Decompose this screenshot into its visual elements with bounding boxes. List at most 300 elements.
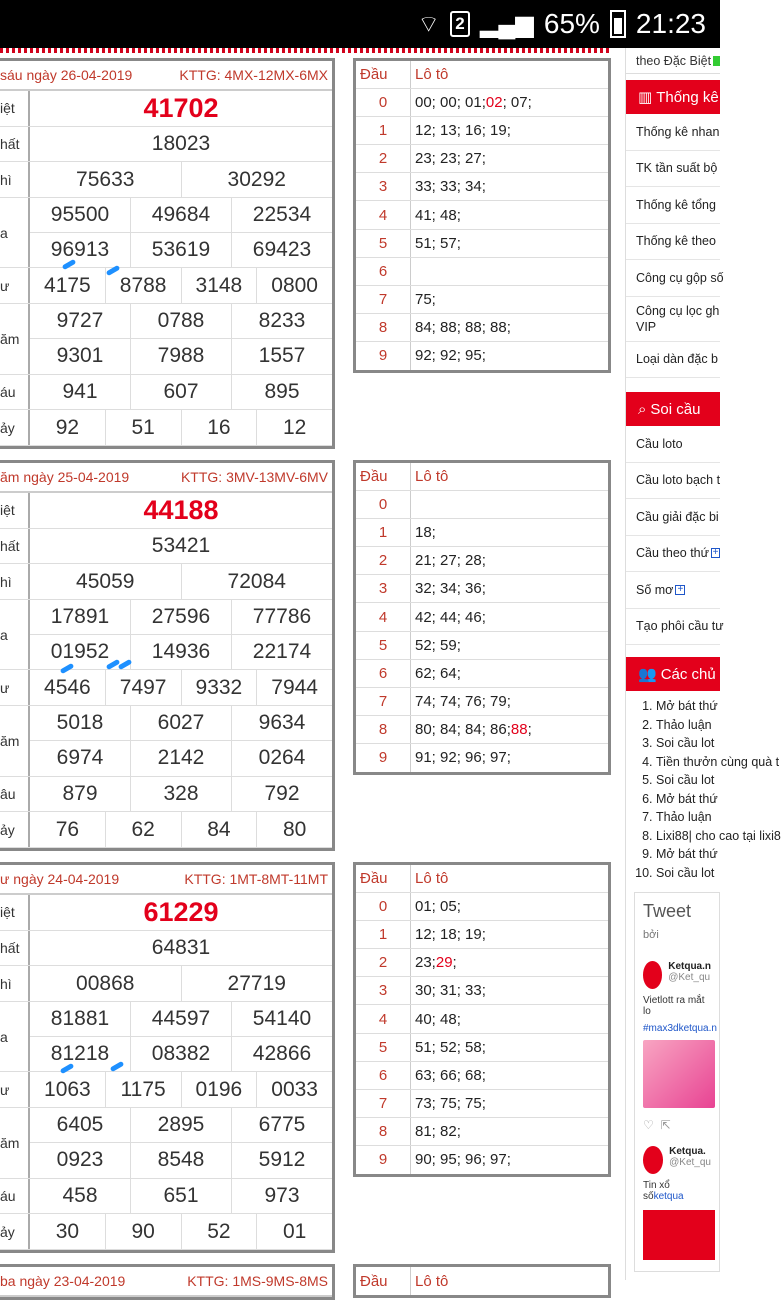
prize-number: 895	[264, 379, 300, 403]
like-icon[interactable]: ♡	[643, 1118, 654, 1132]
prize-number: 22534	[252, 202, 312, 226]
prize-number: 1175	[106, 1072, 182, 1107]
draw-code: KTTG: 1MT-8MT-11MT	[184, 871, 328, 887]
loto-row	[356, 632, 608, 660]
loto-head-digit: 8	[356, 1118, 411, 1145]
prize-values	[30, 1179, 332, 1214]
prize-label: ăm	[0, 706, 30, 775]
prize-row	[0, 304, 332, 374]
prize-number: 0923	[30, 1143, 131, 1178]
loto-table	[353, 460, 611, 775]
prize-number: 53421	[151, 534, 211, 558]
prize-label: hì	[0, 564, 30, 599]
prize-values	[30, 127, 332, 162]
loto-row	[356, 519, 608, 547]
loto-values	[411, 977, 608, 1004]
prize-label: ảy	[0, 1214, 30, 1249]
loto-row	[356, 1062, 608, 1090]
loto-text: 23; 23; 27;	[415, 150, 486, 168]
prize-number: 7988	[131, 339, 232, 374]
loto-text: 81; 82;	[415, 1122, 461, 1140]
loto-values-col: Lô tô	[415, 870, 449, 888]
prize-row	[0, 162, 332, 198]
prize-label: iệt	[0, 493, 30, 528]
prize-label: iệt	[0, 91, 30, 126]
prize-label: hất	[0, 529, 30, 564]
prize-values	[30, 410, 332, 445]
loto-row	[356, 117, 608, 145]
loto-text: 12; 18; 19;	[415, 926, 486, 944]
signal-icon: ▂▄▆	[479, 10, 534, 38]
prize-values	[30, 777, 332, 812]
loto-head-digit: 3	[356, 173, 411, 200]
sidebar-soicau-item[interactable]: Số mơ +	[626, 572, 720, 609]
loto-head-digit: 6	[356, 660, 411, 687]
loto-head-col: Đầu	[356, 61, 411, 88]
loto-head-digit: 8	[356, 716, 411, 743]
draw-date: ba ngày 23-04-2019	[0, 1273, 126, 1289]
loto-text: 52; 59;	[415, 636, 461, 654]
prize-line	[30, 600, 332, 635]
share-icon[interactable]: ⇱	[660, 1118, 671, 1132]
prize-number: 651	[131, 1179, 232, 1214]
prize-number: 84	[182, 812, 258, 847]
prize-number: 8788	[106, 268, 182, 303]
loto-text: 62; 64;	[415, 664, 461, 682]
expand-icon[interactable]: +	[712, 547, 719, 559]
prize-label: ảy	[0, 812, 30, 847]
prize-label: ăm	[0, 1108, 30, 1177]
loto-head-digit: 2	[356, 145, 411, 172]
prize-number: 90	[106, 1214, 182, 1249]
loto-row	[356, 921, 608, 949]
prize-number: 30	[30, 1214, 106, 1249]
battery-icon	[610, 10, 626, 38]
prize-number: 1557	[258, 344, 306, 368]
loto-values	[411, 1005, 608, 1032]
prize-line	[30, 375, 332, 410]
loto-head-digit: 3	[356, 575, 411, 602]
loto-values	[411, 258, 608, 285]
prize-number: 4546	[30, 670, 106, 705]
prize-line	[30, 304, 332, 339]
loto-values	[411, 547, 608, 574]
prize-number: 9301	[30, 339, 131, 374]
prize-values	[30, 895, 332, 930]
prize-number: 17891	[30, 600, 131, 634]
prize-values	[30, 706, 332, 775]
prize-row	[0, 895, 332, 931]
sidebar-top-link[interactable]: theo Đặc Biệt	[626, 48, 720, 74]
sim-icon: 2	[450, 11, 470, 37]
topic-link[interactable]: 7. Thảo luận	[656, 808, 720, 827]
prize-number: 1063	[30, 1072, 106, 1107]
prize-values	[30, 1002, 332, 1071]
topic-link[interactable]: 5. Soi cầu lot	[656, 771, 720, 790]
prize-number: 54140	[252, 1006, 312, 1030]
sidebar-soicau-item[interactable]: Cầu loto bạch t	[626, 463, 720, 500]
prize-label: ảy	[0, 410, 30, 445]
loto-text: 42; 44; 46;	[415, 608, 486, 626]
prize-line	[30, 410, 332, 445]
topic-link[interactable]: 1. Mở bát thứ	[656, 697, 720, 716]
loto-values	[411, 519, 608, 546]
sidebar-stat-item[interactable]: Công cụ gộp số	[626, 260, 720, 297]
tweet-author[interactable]: Ketqua.n @Ket_qu	[643, 961, 711, 989]
loto-head-digit: 4	[356, 603, 411, 630]
prize-values	[30, 198, 332, 267]
loto-values	[411, 314, 608, 341]
prize-values	[30, 375, 332, 410]
loto-values	[411, 230, 608, 257]
loto-row	[356, 201, 608, 229]
users-icon: 👥	[638, 666, 657, 683]
prize-number: 973	[264, 1183, 300, 1207]
loto-row	[356, 1118, 608, 1146]
prize-label: a	[0, 600, 30, 669]
tweet-image[interactable]	[643, 1040, 715, 1108]
result-table	[0, 1264, 335, 1300]
sidebar-stat-item[interactable]: Thống kê tổng	[626, 187, 720, 224]
loto-head-digit: 1	[356, 117, 411, 144]
loto-table	[353, 1264, 611, 1298]
prize-number: 9332	[182, 670, 258, 705]
prize-number: 44188	[143, 494, 219, 525]
prize-row	[0, 198, 332, 268]
prize-number: 5912	[258, 1148, 306, 1172]
loto-head-digit: 6	[356, 1062, 411, 1089]
loto-table	[353, 58, 611, 373]
top-red-divider	[0, 48, 612, 53]
prize-number: 51	[106, 410, 182, 445]
sidebar-stat-item[interactable]: TK tần suất bộ	[626, 151, 720, 188]
prize-values	[30, 966, 332, 1001]
prize-values	[30, 1072, 332, 1107]
prize-number: 01952	[30, 635, 131, 670]
loto-head-digit: 9	[356, 744, 411, 772]
loto-values	[411, 575, 608, 602]
prize-number: 08382	[131, 1037, 232, 1072]
prize-number: 22174	[252, 640, 312, 664]
loto-head-digit: 2	[356, 949, 411, 976]
loto-values	[411, 1062, 608, 1089]
prize-number: 458	[30, 1179, 131, 1214]
prize-row	[0, 493, 332, 529]
prize-number: 607	[131, 375, 232, 410]
prize-number: 879	[30, 777, 131, 812]
loto-text: 63; 66; 68;	[415, 1066, 486, 1084]
prize-row	[0, 529, 332, 565]
loto-row	[356, 1146, 608, 1174]
loto-head-digit: 8	[356, 314, 411, 341]
prize-values	[30, 670, 332, 705]
prize-row	[0, 1214, 332, 1250]
status-bar	[0, 0, 720, 48]
prize-line	[30, 1214, 332, 1249]
loto-values	[411, 921, 608, 948]
prize-line	[30, 339, 332, 374]
prize-number: 6027	[131, 706, 232, 740]
sidebar-stat-item[interactable]: Thống kê nhan	[626, 114, 720, 151]
draw-date: ư ngày 24-04-2019	[0, 871, 120, 887]
prize-number: 80	[282, 817, 307, 841]
topic-link[interactable]: 4. Tiền thưởn cùng quà t	[656, 753, 720, 772]
prize-row	[0, 1072, 332, 1108]
loto-text: 90; 95; 96; 97;	[415, 1151, 511, 1169]
loto-values	[411, 145, 608, 172]
loto-values	[411, 286, 608, 313]
prize-label: hất	[0, 127, 30, 162]
sidebar-soicau-item[interactable]: Cầu giải đặc bi	[626, 499, 720, 536]
search-icon: ⌕	[638, 400, 647, 418]
prize-line	[30, 1002, 332, 1037]
topic-link[interactable]: 6. Mở bát thứ	[656, 790, 720, 809]
loto-header	[356, 463, 608, 491]
loto-row	[356, 949, 608, 977]
loto-row	[356, 977, 608, 1005]
prize-number: 01	[282, 1219, 307, 1243]
soicau-header: ⌕ Soi cầu	[626, 392, 720, 426]
prize-number: 92	[30, 410, 106, 445]
prize-line	[30, 777, 332, 812]
soicau-list	[626, 426, 724, 645]
loto-row	[356, 173, 608, 201]
prize-line	[30, 812, 332, 847]
loto-text: 84; 88; 88; 88;	[415, 318, 511, 336]
loto-values	[411, 893, 608, 920]
prize-number: 12	[282, 415, 307, 439]
prize-number: 6405	[30, 1108, 131, 1142]
prize-number: 9634	[258, 710, 306, 734]
battery-percent: 65%	[543, 8, 600, 39]
loto-head-digit: 2	[356, 547, 411, 574]
sidebar	[625, 48, 781, 1280]
prize-row	[0, 931, 332, 967]
loto-text: ;	[452, 954, 457, 972]
loto-row	[356, 688, 608, 716]
prize-line	[30, 895, 332, 930]
prize-label: hất	[0, 931, 30, 966]
loto-text: 41; 48;	[415, 206, 461, 224]
prize-number: 76	[30, 812, 106, 847]
loto-row	[356, 547, 608, 575]
loto-text: 80; 84; 84; 86;	[415, 720, 511, 738]
prize-number: 792	[264, 781, 300, 805]
loto-text: ;	[527, 720, 532, 738]
loto-values	[411, 491, 608, 518]
prize-number: 00868	[30, 966, 182, 1001]
loto-text: 73; 75; 75;	[415, 1094, 486, 1112]
loto-row	[356, 1090, 608, 1118]
tweet-author-2[interactable]: Ketqua. @Ket_qu	[643, 1146, 711, 1174]
prize-row	[0, 1002, 332, 1072]
prize-values	[30, 91, 332, 126]
clock: 21:23	[635, 8, 706, 39]
prize-line	[30, 162, 332, 197]
avatar	[643, 1146, 663, 1174]
loto-row	[356, 258, 608, 286]
loto-head-digit: 1	[356, 921, 411, 948]
prize-number: 0788	[131, 304, 232, 338]
result-header	[0, 865, 332, 895]
sidebar-stat-item[interactable]: Công cụ lọc gh VIP	[626, 297, 720, 342]
loto-values	[411, 949, 608, 976]
prize-number: 52	[182, 1214, 258, 1249]
loto-row	[356, 660, 608, 688]
loto-head-col: Đầu	[356, 1267, 411, 1295]
twitter-widget	[634, 892, 720, 1272]
loto-head-digit: 9	[356, 342, 411, 370]
loto-text: 40; 48;	[415, 1010, 461, 1028]
loto-row	[356, 744, 608, 772]
result-table	[0, 58, 335, 449]
loto-header	[356, 61, 608, 89]
wifi-icon: ⌔	[417, 11, 440, 38]
loto-row	[356, 716, 608, 744]
prize-number: 95500	[30, 198, 131, 232]
loto-row	[356, 145, 608, 173]
loto-head-digit: 4	[356, 201, 411, 228]
prize-line	[30, 268, 332, 303]
prize-values	[30, 162, 332, 197]
loto-head-digit: 0	[356, 491, 411, 518]
loto-row	[356, 491, 608, 519]
prize-number: 49684	[131, 198, 232, 232]
tweet-image-2[interactable]	[643, 1210, 715, 1260]
prize-values	[30, 304, 332, 373]
prize-label: ư	[0, 1072, 30, 1107]
prize-label: a	[0, 198, 30, 267]
loto-values	[411, 1090, 608, 1117]
prize-line	[30, 1108, 332, 1143]
tweet-hashtag[interactable]: #max3dketqua.n	[643, 1023, 717, 1034]
prize-values	[30, 564, 332, 599]
prize-line	[30, 966, 332, 1001]
prize-row	[0, 670, 332, 706]
prize-label: áu	[0, 1179, 30, 1214]
prize-row	[0, 777, 332, 813]
prize-row	[0, 91, 332, 127]
prize-number: 42866	[252, 1042, 312, 1066]
loto-text: 30; 31; 33;	[415, 982, 486, 1000]
prize-row	[0, 127, 332, 163]
loto-text: 92; 92; 95;	[415, 347, 486, 365]
prize-line	[30, 1179, 332, 1214]
prize-number: 30292	[227, 167, 286, 191]
sidebar-soicau-item[interactable]: Cầu loto	[626, 426, 720, 463]
prize-row	[0, 1108, 332, 1178]
loto-row	[356, 1034, 608, 1062]
loto-text: 75;	[415, 290, 436, 308]
loto-row	[356, 1005, 608, 1033]
prize-number: 5018	[30, 706, 131, 740]
prize-line	[30, 741, 332, 776]
draw-date: ăm ngày 25-04-2019	[0, 469, 130, 485]
sidebar-stat-item[interactable]: Thống kê theo	[626, 224, 720, 261]
prize-line	[30, 564, 332, 599]
result-table	[0, 460, 335, 851]
loto-head-digit: 6	[356, 258, 411, 285]
tweet-body: Vietlott ra mắt lo	[643, 995, 705, 1017]
loto-head-col: Đầu	[356, 463, 411, 490]
prize-line	[30, 493, 332, 528]
prize-line	[30, 635, 332, 670]
loto-special: 29	[435, 954, 453, 972]
prize-row	[0, 375, 332, 411]
loto-values-col: Lô tô	[415, 66, 449, 84]
prize-number: 0033	[271, 1077, 318, 1101]
chart-icon: ▥	[638, 89, 653, 106]
prize-number: 14936	[131, 635, 232, 670]
prize-number: 62	[106, 812, 182, 847]
loto-head-digit: 7	[356, 688, 411, 715]
results-column	[0, 56, 612, 1290]
tweet-actions	[643, 1118, 711, 1132]
loto-values	[411, 173, 608, 200]
loto-head-digit: 3	[356, 977, 411, 1004]
prize-values	[30, 493, 332, 528]
prize-line	[30, 198, 332, 233]
loto-head-digit: 9	[356, 1146, 411, 1174]
loto-text: 74; 74; 76; 79;	[415, 692, 511, 710]
prize-number: 941	[30, 375, 131, 410]
loto-values	[411, 89, 608, 116]
prize-number: 72084	[227, 569, 286, 593]
prize-number: 4175	[30, 268, 106, 303]
loto-values-col: Lô tô	[415, 468, 449, 486]
prize-number: 53619	[131, 233, 232, 268]
draw-code: KTTG: 3MV-13MV-6MV	[180, 469, 328, 485]
prize-line	[30, 1037, 332, 1072]
sidebar-soicau-item[interactable]: Cầu theo thứ +	[626, 536, 720, 573]
loto-head-digit: 5	[356, 1034, 411, 1061]
topic-link[interactable]: 2. Thảo luận	[656, 716, 720, 735]
prize-row	[0, 1179, 332, 1215]
tweet-body-2: Tin xổ sốketqua	[643, 1180, 684, 1202]
loto-values	[411, 716, 608, 743]
prize-number: 6974	[30, 741, 131, 776]
loto-header	[356, 865, 608, 893]
prize-values	[30, 529, 332, 564]
prize-number: 8233	[258, 308, 306, 332]
loto-values	[411, 201, 608, 228]
draw-code: KTTG: 1MS-9MS-8MS	[187, 1273, 328, 1289]
loto-row	[356, 893, 608, 921]
loto-row	[356, 286, 608, 314]
loto-values	[411, 1034, 608, 1061]
loto-text: 01; 05;	[415, 898, 461, 916]
sidebar-soicau-item[interactable]: Tạo phôi cầu tư	[626, 609, 720, 646]
loto-row	[356, 314, 608, 342]
loto-head-digit: 1	[356, 519, 411, 546]
prize-number: 18023	[151, 132, 211, 156]
prize-number: 328	[131, 777, 232, 812]
prize-values	[30, 600, 332, 669]
prize-number: 81218	[30, 1037, 131, 1072]
expand-icon[interactable]: +	[675, 585, 685, 595]
loto-values	[411, 688, 608, 715]
topic-link[interactable]: 8. Lixi88| cho cao tại lixi8	[656, 827, 720, 846]
loto-row	[356, 603, 608, 631]
prize-values	[30, 931, 332, 966]
topic-link[interactable]: 10. Soi cầu lot	[656, 864, 720, 883]
prize-row	[0, 268, 332, 304]
prize-row	[0, 706, 332, 776]
avatar	[643, 961, 662, 989]
topic-link[interactable]: 3. Soi cầu lot	[656, 734, 720, 753]
topic-link[interactable]: 9. Mở bát thứ	[656, 845, 720, 864]
sidebar-stat-item[interactable]: Loại dàn đặc b	[626, 342, 720, 379]
